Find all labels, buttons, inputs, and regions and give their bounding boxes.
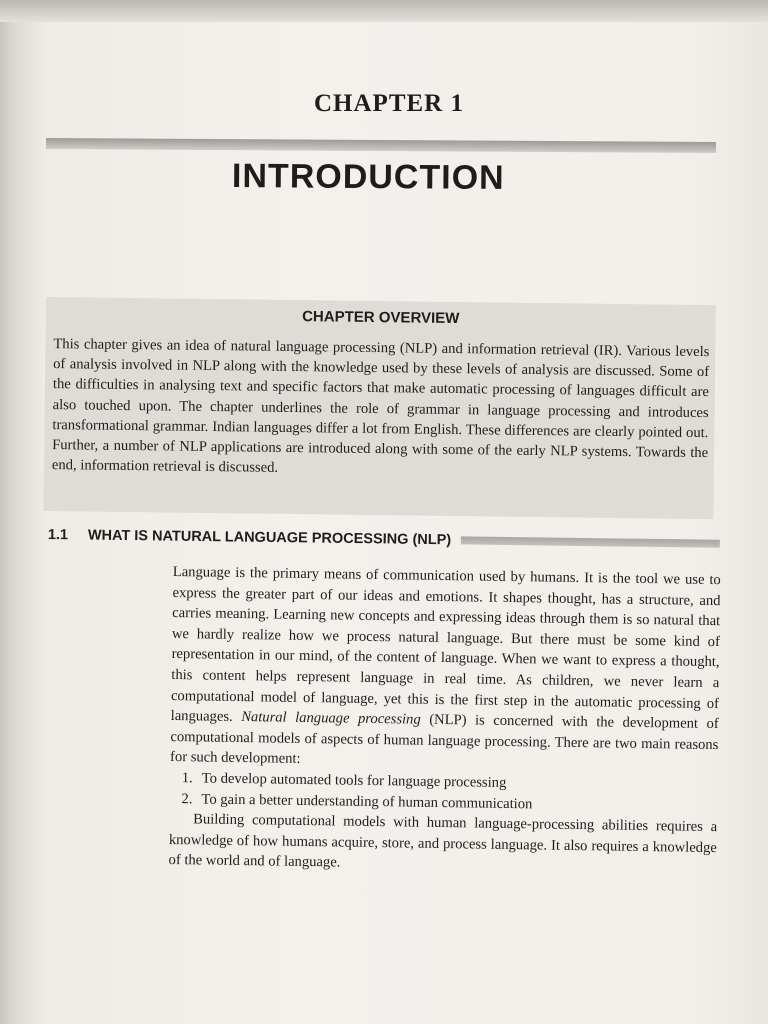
section-title: WHAT IS NATURAL LANGUAGE PROCESSING (NLP) <box>87 527 452 549</box>
title-divider <box>46 138 716 153</box>
list-item-text: To develop automated tools for language processing <box>201 770 507 791</box>
chapter-label: CHAPTER 1 <box>314 90 464 117</box>
overview-text: This chapter gives an idea of natural language processing (NLP) and information retrieval (IR). Various levels of analysis involved in NLP along with the knowledge used by these levels of analysis are discussed. Some of the difficulties in analysing text and specific factors that make automatic processing of languages difficult are also touched upon. The chapter underlines the role of grammar in language processing and introduces transformational grammar. Indian languages differ a lot from English. These differences are clearly pointed out. Further, a number of NLP applications are introduced along with some of the early NLP systems. Towards the end, information retrieval is discussed. <box>51 336 710 477</box>
para1-end: (NLP) is concerned with the development of computational models of aspects of human language processing. There are two main reasons for such development: <box>169 711 719 768</box>
paragraph-2: Building computational models with human language-processing abilities requires a knowledge of how humans acquire, store, and process language. It also requires a knowledge of the world and of language. <box>168 811 718 871</box>
list-item-number: 1. <box>181 770 193 787</box>
section-rule <box>461 536 720 547</box>
list-item-number: 2. <box>181 790 193 807</box>
chapter-overview-box <box>43 297 716 519</box>
chapter-title: INTRODUCTION <box>231 157 505 197</box>
paragraph-1 <box>170 562 721 776</box>
overview-heading: CHAPTER OVERVIEW <box>302 308 460 328</box>
para1-start: Language is the primary means of communication used by humans. It is the tool we use to express the greater part of our ideas and emotions. It shapes thought, has a structure, and carries meaning. Learning new concepts and expressing ideas through them is so natural that we hardly realize how we process natural language. But there must be some kind of representation in our mind, of the content of language. When we want to express a thought, this content helps represent language in real time. As children, we never learn a computational model of language, yet this is the first step in the automatic processing of languages. <box>170 563 721 726</box>
page-top-edge <box>0 0 768 22</box>
body-text <box>168 562 721 879</box>
para1-italic: Natural language processing <box>241 709 421 728</box>
list-item-text: To gain a better understanding of human communication <box>201 790 533 812</box>
section-heading <box>48 527 720 552</box>
section-number: 1.1 <box>47 527 69 544</box>
